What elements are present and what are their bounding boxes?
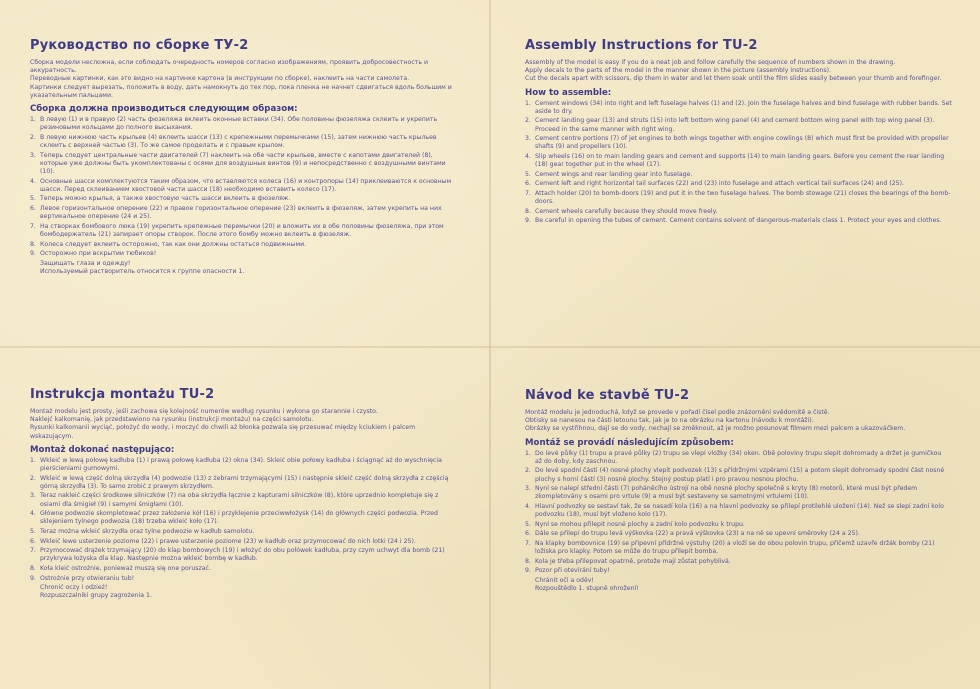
english-subhead: How to assemble: — [525, 87, 612, 98]
step-item: 1. Wkleić w lewą połowę kadłuba (1) i prawą połowę kadłuba (2) okna (34). Skleić obie połowy kadłuba i ściągnąć aż do wyschnięcia pierścieniami gumowymi. — [30, 456, 442, 473]
step-item: 8. Cement wheels carefully because they should move freely. — [525, 207, 718, 215]
polish-steps — [30, 457, 458, 583]
intro-paragraph: Картинки следует вырезать, положить в воду, дать намокнуть до тех пор, пока пленка не начнет сдвигаться вдоль большим и указательным пальцами. — [30, 83, 452, 99]
polish-intro — [30, 408, 458, 441]
step-item: 8. Kola je třeba přilepovat opatrně, protože mají zůstat pohyblivá. — [525, 557, 731, 565]
polish-subhead: Montaż dokonać następująco: — [30, 444, 175, 455]
czech-steps — [525, 450, 950, 576]
polish-title: Instrukcja montażu TU-2 — [30, 387, 215, 402]
russian-warning: Защищать глаза и одежду! — [40, 259, 131, 267]
step-item: 8. Koła kleić ostrożnie, ponieważ muszą się one poruszać. — [30, 564, 211, 572]
step-item: 9. Be careful in opening the tubes of cement. Cement contains solvent of dangerous-materials class 1. Protect your eyes and clothes. — [525, 217, 942, 225]
russian-intro — [30, 59, 458, 100]
russian-title: Руководство по сборке ТУ-2 — [30, 38, 249, 53]
czech-title: Návod ke stavbě TU-2 — [525, 388, 690, 403]
step-item: 6. Левое горизонтальное оперение (22) и правое горизонтальное оперение (23) вклеить в фюзеляж, затем укрепить на них вертикальное оперение (24 и 25). — [30, 205, 442, 221]
intro-paragraph: Cut the decals apart with scissors, dip them in water and let them soak until the film slides easily between your thumb and forefinger. — [525, 75, 942, 83]
step-item: 2. В левую нижнюю часть крыльев (4) вклеить шасси (13) с крепежными перемычками (15), затем нижнюю часть крыльев склеить с верхней частью (3). То же самое проделать и с правым крылом. — [30, 133, 437, 150]
step-item: 7. Na klapky bombovnice (19) se připevní přídržné výstuhy (20) a vloží se do obou polovin trupu, přičemž uzavře držák bomby (21) ložiska pro klapky. Potom se může do trupu přilepit bomba. — [525, 539, 935, 556]
polish-warning: Chronić oczy i odzież! — [40, 584, 108, 592]
step-item: 3. Теперь следует центральные части двигателей (7) наклеить на обе части крыльев, вместе с капотами двигателей (8), которые уже должны быть укомплектованы с осями для воздушных винтов (9) и непосредственно с воздушными винтами (10). — [30, 151, 446, 176]
english-title: Assembly Instructions for TU-2 — [525, 38, 758, 53]
czech-intro — [525, 409, 950, 434]
intro-paragraph: Obrázky se vystřihnou, dají se do vody, nechají se změknout, až je možno posunovat filmem mezi palcem a ukazováčkem. — [525, 425, 906, 433]
step-item: 7. Attach holder (20) to bomb-doors (19) and put it in the two fuselage halves. The bomb stowage (21) closes the bearings of the bomb-doors. — [525, 189, 951, 206]
step-item: 5. Nyní se mohou přilepit nosné plochy a zadní kolo podvozku k trupu. — [525, 520, 745, 528]
polish-instructions — [30, 387, 458, 601]
english-instructions — [525, 38, 955, 227]
step-item: 4. Основные шасси комплектуются таким образом, что вставляются колеса (16) и контропоры (14) приклеиваются к основным шасси. Перед склеиванием хвостовой части шасси (18) необходимо вставить колесо (17). — [30, 177, 452, 193]
czech-solvent-note: Rozpouštědlo 1. stupně ohrožení! — [535, 585, 639, 593]
step-item: 4. Główne podwozie skompletować przez założenie kół (16) i przyklejenie przeciwwłożysk (14) do głównych części podwozia. Przed sklejeniem tylnego podwozia (18) trzeba wkleić koło (17). — [30, 510, 438, 526]
czech-instructions — [525, 388, 950, 593]
intro-paragraph: Obtisky se nanesou na části letounu tak, jak je to na obrázku na kartonu (návodu k montáži). — [525, 417, 814, 425]
step-item: 4. Slip wheels (16) on to main landing gears and cement and supports (14) to main landing gears. Before you cement the rear landing (18) gear together put in the wheel (17). — [525, 153, 945, 169]
intro-paragraph: Rysunki kalkomanii wyciąć, położyć do wody, i moczyć do chwili aż błonka pozwala się przesuwać między kciukiem i palcem wskazującym. — [30, 424, 416, 440]
polish-solvent-note: Rozpuszczalniki grupy zagrożenia 1. — [40, 592, 152, 600]
intro-paragraph: Apply decals to the parts of the model in the manner shown in the picture (assembly instructions). — [525, 67, 832, 75]
english-intro — [525, 59, 955, 84]
czech-warning: Chránit oči a oděv! — [535, 576, 594, 584]
russian-steps — [30, 116, 458, 258]
step-item: 1. В левую (1) и в правую (2) часть фюзеляжа вклеить оконные вставки (34). Обе половины фюзеляжа склеить и укрепить резиновыми кольцами до полного высыхания. — [30, 116, 438, 132]
step-item: 2. Cement landing gear (13) and struts (15) into left bottom wing panel (4) and cement bottom wing panel with top wing panel (3). Proceed in the same manner with right wing. — [525, 117, 935, 133]
step-item: 9. Ostrożnie przy otwieraniu tub! — [30, 574, 135, 582]
step-item: 4. Hlavní podvozky se sestaví tak, že se nasadí kola (16) a na hlavní podvozky se přilepí protilehlé uložení (14). Než se slepí zadní kolo podvozku (18), musí být vloženo kolo (17). — [525, 503, 944, 519]
step-item: 6. Wkleić lewe usterzenie poziome (22) i prawe usterzenie poziome (23) w kadłub oraz przymocować do nich lotki (24 i 25). — [30, 537, 416, 545]
intro-paragraph: Assembly of the model is easy if you do a neat job and follow carefully the sequence of numbers shown in the drawing. — [525, 59, 896, 66]
intro-paragraph: Montáž modelu je jednoduchá, když se provede v pořadí čísel podle znázornění svědomitě a čistě. — [525, 409, 830, 416]
step-item: 6. Dále se přilepí do trupu levá výškovka (22) a pravá výškovka (23) a na ně se upevní směrovky (24 a 25). — [525, 530, 860, 538]
step-item: 8. Колеса следует вклеить осторожно, так как они должны остаться подвижными. — [30, 240, 307, 248]
step-item: 5. Cement wings and rear landing gear into fuselage. — [525, 170, 693, 178]
intro-paragraph: Naklejć kalkomanię, jak przedstawiono na rysunku (instrukcji montażu) na części samolotu. — [30, 416, 314, 424]
step-item: 7. На створках бомбового люка (19) укрепить крепежные перемычки (20) и вложить их в обе половины фюзеляжа, при этом бомбодержатель (21) запирает опоры створок. После этого бомбу можно вклеить в фюзеляж. — [30, 222, 444, 238]
step-item: 9. Pozor při otevírání tuby! — [525, 567, 610, 575]
english-steps — [525, 100, 955, 226]
step-item: 6. Cement left and right horizontal tail surfaces (22) and (23) into fuselage and attach vertical tail surfaces (24) and (25). — [525, 180, 904, 188]
step-item: 1. Do levé půlky (1) trupu a pravé půlky (2) trupu se vlepí vložky (34) oken. Obě poloviny trupu slepit dohromady a držet je gumičkou až do doby, kdy zaschnou. — [525, 449, 942, 465]
step-item: 2. Do levé spodní části (4) nosné plochy vlepit podvozek (13) s přídržnými vzpěrami (15) a potom slepit dohromady spodní část nosné plochy s horní částí (3) nosné plochy. Stejný postup platí i pro pravou nosnou plochu. — [525, 467, 945, 483]
russian-subhead: Сборка должна производиться следующим образом: — [30, 104, 298, 115]
russian-solvent-note: Используемый растворитель относится к группе опасности 1. — [40, 267, 245, 275]
step-item: 1. Cement windows (34) into right and left fuselage halves (1) and (2). Join the fuselage halves and bind fuselage with rubber bands. Set aside to dry. — [525, 99, 952, 115]
step-item: 5. Теперь можно крылья, а также хвостовую часть шасси вклеить в фюзеляж. — [30, 195, 291, 203]
czech-subhead: Montáž se provádí následujícím způsobem: — [525, 437, 734, 448]
step-item: 3. Nyní se nalepí střední části (7) poháněcího ústrojí na obě nosné plochy společně s kryty (8) motorů, které musí být předem zkompletovány s osami pro vrtule (9) a musí být sestaveny se samotnými vrtulemi (10). — [525, 485, 918, 501]
intro-paragraph: Сборка модели несложна, если соблюдать очередность номеров согласно изображениям, проявить добросовестность и аккуратность. — [30, 59, 428, 75]
horizontal-fold-line — [0, 346, 980, 348]
intro-paragraph: Переводные картинки, как это видно на картинке картона (в инструкции по сборке), наклеить на части самолета. — [30, 75, 410, 83]
step-item: 2. Wkleić w lewą część dolną skrzydła (4) podwozie (13) z żebrami trzymającymi (15) i następnie skleić część dolną skrzydła z częścią górną skrzydła (3). To samo zrobić z prawym skrzydłem. — [30, 474, 449, 490]
intro-paragraph: Montaż modelu jest prosty, jeśli zachowa się kolejność numerów według rysunku i wykona go starannie i czysto. — [30, 408, 378, 415]
step-item: 7. Przymocować drążek trzymający (20) do klap bombowych (19) i włożyć do obu połówek kadłuba, przy czym uchwyt dla bomb (21) przykrywa łożyska dla klap. Następnie można wkleić bombę w kadłub. — [30, 547, 445, 563]
step-item: 5. Teraz można wkleić skrzydła oraz tylne podwozie w kadłub samolotu. — [30, 528, 255, 535]
vertical-fold-line — [489, 0, 491, 689]
step-item: 3. Cement centre portions (7) of jet engines to both wings together with engine cowlings (8) which must first be provided with propeller shafts (9) and propellers (10). — [525, 135, 949, 151]
russian-instructions — [30, 38, 458, 276]
step-item: 9. Осторожно при вскрытии тюбиков! — [30, 250, 157, 258]
step-item: 3. Teraz nakleić części środkowe silniczków (7) na oba skrzydła łącznie z kapturami silniczków (8), które uprzednio kompletuje się z osiami dla śmigieł (9) i samymi śmigłami (10). — [30, 492, 439, 508]
